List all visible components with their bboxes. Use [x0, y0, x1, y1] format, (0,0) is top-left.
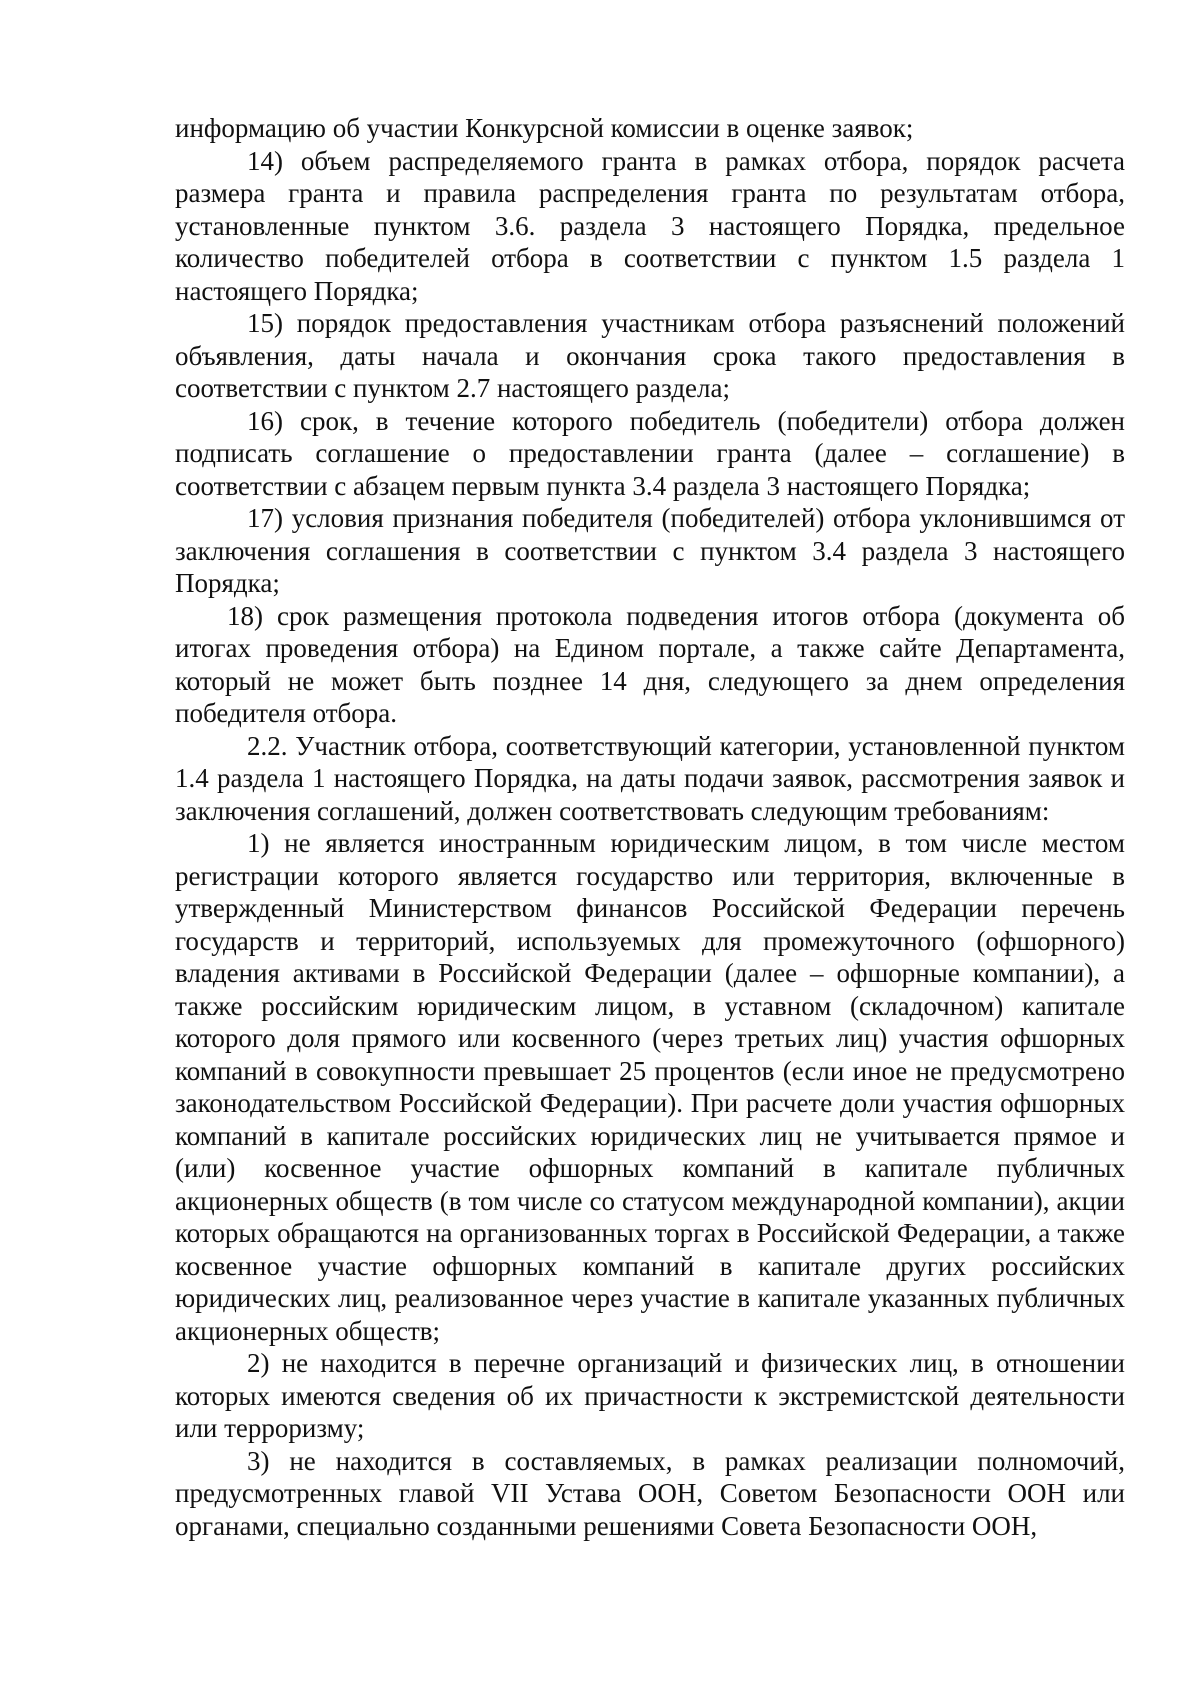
document-body: [175, 112, 1125, 1542]
paragraph-requirement-2: 2) не находится в перечне организаций и физических лиц, в отношении которых имеются сведения об их причастности к экстремистской деятельности или терроризму;: [175, 1348, 1125, 1443]
paragraph-item-16: 16) срок, в течение которого победитель (победители) отбора должен подписать соглашение о предоставлении гранта (далее – соглашение) в соответствии с абзацем первым пункта 3.4 раздела 3 настоящего Порядка;: [175, 405, 1125, 501]
paragraph-requirement-3: 3) не находится в составляемых, в рамках реализации полномочий, предусмотренных главой VII Устава ООН, Советом Безопасности ООН или органами, специально созданными решениями Совета Безопасности ООН,: [175, 1445, 1125, 1541]
paragraph-section-2-2: 2.2. Участник отбора, соответствующий категории, установленной пунктом 1.4 раздела 1 настоящего Порядка, на даты подачи заявок, рассмотрения заявок и заключения соглашений, должен соответствовать следующим требованиям:: [175, 730, 1125, 826]
paragraph-item-18: 18) срок размещения протокола подведения итогов отбора (документа об итогах проведения отбора) на Едином портале, а также сайте Департамента, который не может быть позднее 14 дня, следующего за днем определения победителя отбора.: [175, 600, 1125, 728]
paragraph-item-15: 15) порядок предоставления участникам отбора разъяснений положений объявления, даты начала и окончания срока такого предоставления в соответствии с пунктом 2.7 настоящего раздела;: [175, 308, 1125, 403]
paragraph-item-17: 17) условия признания победителя (победителей) отбора уклонившимся от заключения соглашения в соответствии с пунктом 3.4 раздела 3 настоящего Порядка;: [175, 503, 1125, 598]
paragraph-continuation: информацию об участии Конкурсной комиссии в оценке заявок;: [175, 113, 914, 143]
paragraph-item-14: 14) объем распределяемого гранта в рамках отбора, порядок расчета размера гранта и правила распределения гранта по результатам отбора, установленные пунктом 3.6. раздела 3 настоящего Порядка, предельное количество победителей отбора в соответствии с пунктом 1.5 раздела 1 настоящего Порядка;: [175, 145, 1125, 306]
paragraph-requirement-1: 1) не является иностранным юридическим лицом, в том числе местом регистрации которого является государство или территория, включенные в утвержденный Министерством финансов Российской Федерации перечень государств и территорий, используемых для промежуточного (офшорного) владения активами в Российской Федерации (далее – офшорные компании), а также российским юридическим лицом, в уставном (складочном) капитале которого доля прямого или косвенного (через третьих лиц) участия офшорных компаний в совокупности превышает 25 процентов (если иное не предусмотрено законодательством Российской Федерации). При расчете доли участия офшорных компаний в капитале российских юридических лиц не учитывается прямое и (или) косвенное участие офшорных компаний в капитале публичных акционерных обществ (в том числе со статусом международной компании), акции которых обращаются на организованных торгах в Российской Федерации, а также косвенное участие офшорных компаний в капитале других российских юридических лиц, реализованное через участие в капитале указанных публичных акционерных обществ;: [175, 828, 1125, 1346]
